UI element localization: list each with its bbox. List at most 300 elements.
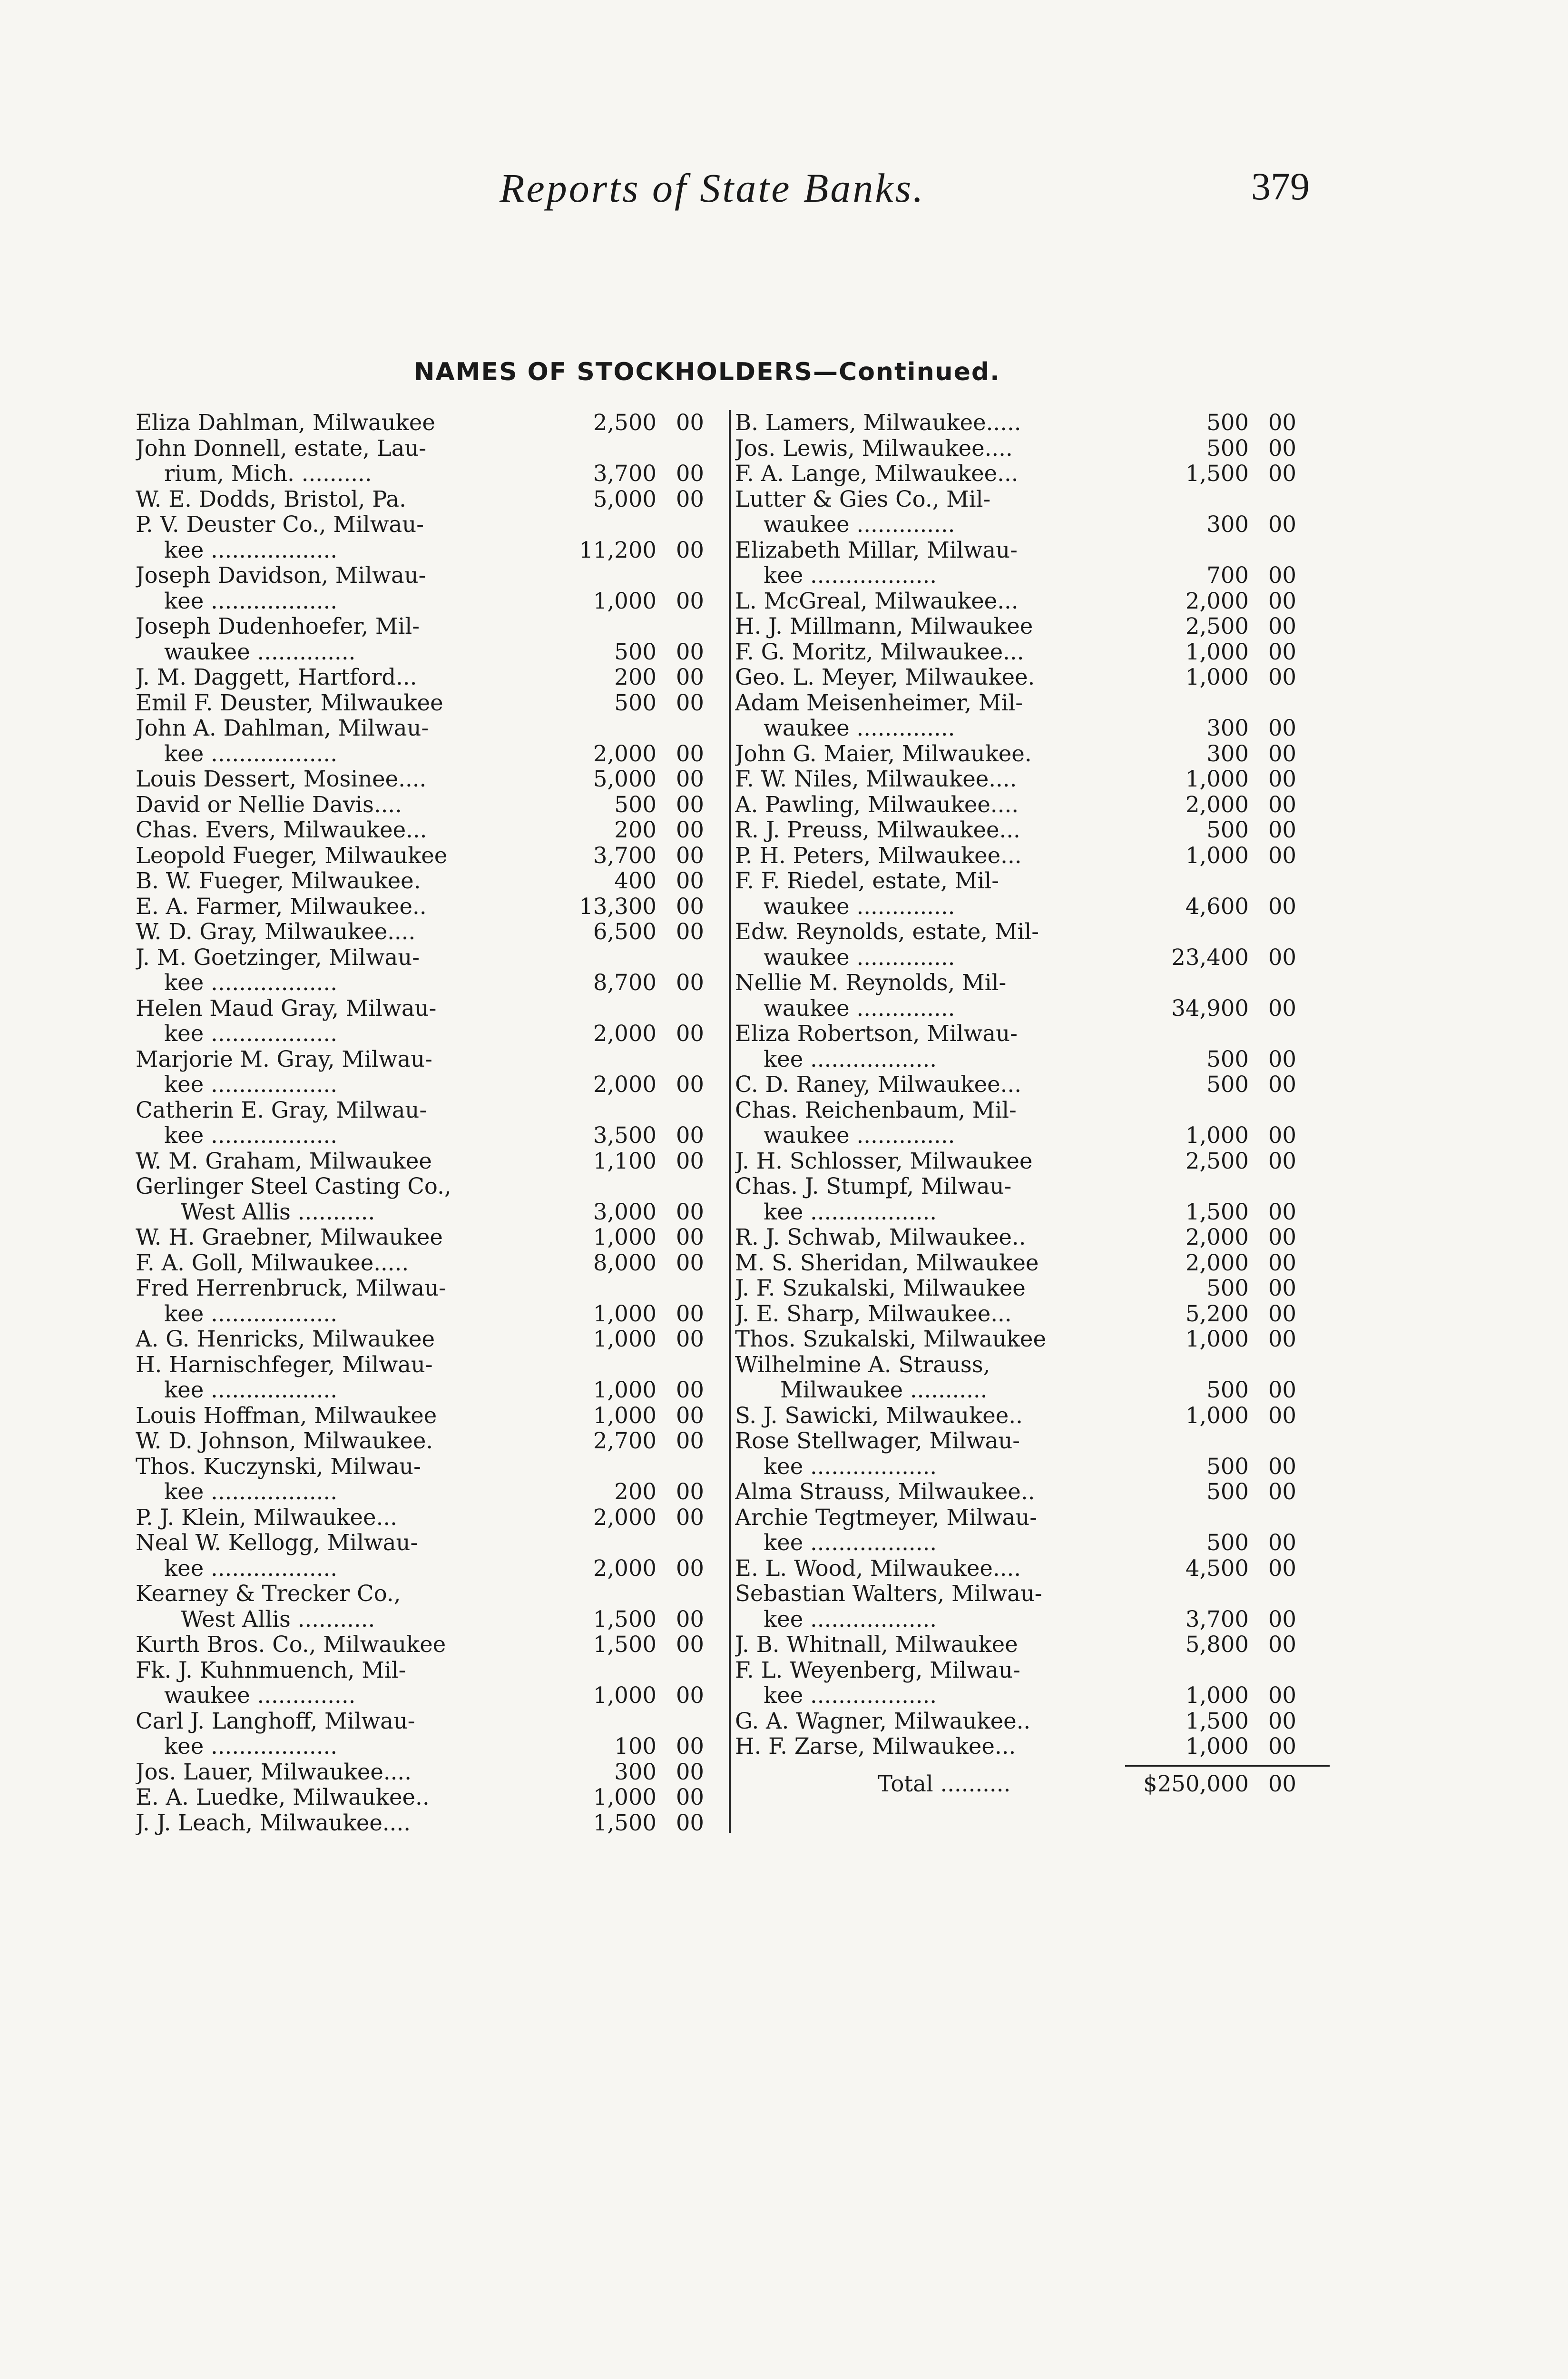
stockholder-row bbox=[735, 1530, 1315, 1556]
share-amount-cents: 00 bbox=[676, 1224, 704, 1250]
share-amount-cents: 00 bbox=[1268, 1530, 1296, 1555]
share-amount-dollars: 2,500 bbox=[1185, 1148, 1249, 1174]
stockholder-row bbox=[136, 817, 725, 843]
share-amount-dollars: 300 bbox=[1206, 740, 1249, 767]
share-amount-cents: 00 bbox=[1268, 1632, 1296, 1657]
stockholder-name: kee .................. bbox=[764, 1530, 937, 1555]
stockholder-row bbox=[136, 1072, 725, 1098]
stockholder-name: kee .................. bbox=[764, 1606, 937, 1632]
stockholder-row bbox=[735, 1072, 1315, 1098]
stockholder-name: kee .................. bbox=[164, 588, 338, 614]
share-amount-dollars: 500 bbox=[1206, 435, 1249, 461]
share-amount-dollars: 500 bbox=[614, 689, 657, 716]
stockholder-name: Rose Stellwager, Milwau- bbox=[735, 1428, 1020, 1454]
share-amount-cents: 00 bbox=[1268, 1402, 1296, 1428]
share-amount-cents: 00 bbox=[676, 740, 704, 767]
share-amount-cents: 00 bbox=[676, 1479, 704, 1504]
stockholder-row bbox=[136, 1021, 725, 1047]
stockholder-row bbox=[136, 970, 725, 996]
stockholder-name: John Donnell, estate, Lau- bbox=[136, 435, 427, 461]
share-amount-dollars: 1,000 bbox=[1185, 1326, 1249, 1352]
share-amount-dollars: 1,000 bbox=[593, 1224, 657, 1250]
stockholder-name: H. Harnischfeger, Milwau- bbox=[136, 1352, 433, 1377]
share-amount-dollars: 1,000 bbox=[593, 1300, 657, 1327]
share-amount-cents: 00 bbox=[1268, 995, 1296, 1021]
share-amount-dollars: 1,000 bbox=[593, 1326, 657, 1352]
stockholder-name: G. A. Wagner, Milwaukee.. bbox=[735, 1708, 1031, 1734]
stockholder-row bbox=[136, 741, 725, 767]
share-amount-dollars: 2,000 bbox=[593, 1504, 657, 1530]
stockholder-row bbox=[136, 868, 725, 894]
stockholder-row bbox=[735, 461, 1315, 487]
share-amount-cents: 00 bbox=[676, 1072, 704, 1097]
stockholder-row bbox=[735, 1047, 1315, 1072]
share-amount-dollars: 2,500 bbox=[593, 410, 657, 435]
stockholder-name: H. F. Zarse, Milwaukee... bbox=[735, 1734, 1016, 1759]
stockholder-name: waukee .............. bbox=[764, 716, 955, 741]
share-amount-dollars: 5,000 bbox=[593, 486, 657, 512]
stockholder-name: Fred Herrenbruck, Milwau- bbox=[136, 1276, 446, 1301]
stockholder-row bbox=[136, 945, 725, 971]
stockholder-row bbox=[735, 690, 1315, 716]
share-amount-dollars: 300 bbox=[614, 1759, 657, 1785]
share-amount-cents: 00 bbox=[1268, 1377, 1296, 1403]
page-number: 379 bbox=[1251, 165, 1310, 208]
stockholder-row bbox=[136, 512, 725, 538]
stockholder-name: kee .................. bbox=[164, 1301, 338, 1327]
stockholder-row bbox=[735, 1683, 1315, 1709]
share-amount-dollars: 2,500 bbox=[1185, 613, 1249, 639]
stockholder-name: Archie Tegtmeyer, Milwau- bbox=[735, 1504, 1037, 1530]
stockholder-name: Chas. Evers, Milwaukee... bbox=[136, 817, 427, 843]
stockholder-row bbox=[735, 665, 1315, 690]
stockholder-row bbox=[136, 436, 725, 462]
stockholder-row bbox=[735, 741, 1315, 767]
stockholder-name: kee .................. bbox=[164, 1479, 338, 1504]
stockholder-name: R. J. Preuss, Milwaukee... bbox=[735, 817, 1020, 843]
stockholder-row bbox=[136, 1352, 725, 1378]
share-amount-cents: 00 bbox=[1268, 410, 1296, 435]
share-amount-dollars: 2,000 bbox=[1185, 588, 1249, 614]
share-amount-cents: 00 bbox=[676, 664, 704, 690]
share-amount-dollars: 4,500 bbox=[1185, 1555, 1249, 1581]
stockholder-name: waukee .............. bbox=[164, 639, 356, 665]
share-amount-cents: 00 bbox=[1268, 1148, 1296, 1174]
stockholder-row bbox=[735, 1377, 1315, 1403]
stockholder-name: P. H. Peters, Milwaukee... bbox=[735, 843, 1022, 868]
share-amount-cents: 00 bbox=[1268, 893, 1296, 919]
stockholder-name: kee .................. bbox=[764, 1046, 937, 1072]
stockholder-name: Joseph Dudenhoefer, Mil- bbox=[136, 614, 420, 639]
share-amount-dollars: 13,300 bbox=[579, 893, 657, 919]
share-amount-cents: 00 bbox=[1268, 1300, 1296, 1327]
share-amount-cents: 00 bbox=[676, 766, 704, 792]
stockholder-name: W. H. Graebner, Milwaukee bbox=[136, 1225, 443, 1250]
share-amount-cents: 00 bbox=[676, 1632, 704, 1657]
stockholder-row bbox=[136, 410, 725, 436]
stockholder-name: kee .................. bbox=[764, 1683, 937, 1708]
stockholder-name: J. F. Szukalski, Milwaukee bbox=[735, 1276, 1026, 1301]
share-amount-cents: 00 bbox=[676, 1326, 704, 1352]
stockholder-row bbox=[136, 563, 725, 589]
stockholder-name: Kurth Bros. Co., Milwaukee bbox=[136, 1632, 446, 1657]
share-amount-cents: 00 bbox=[676, 842, 704, 868]
stockholder-row bbox=[136, 996, 725, 1022]
share-amount-dollars: 2,000 bbox=[1185, 1249, 1249, 1276]
stockholder-name: Edw. Reynolds, estate, Mil- bbox=[735, 919, 1039, 944]
stockholder-row bbox=[136, 1658, 725, 1683]
share-amount-cents: 00 bbox=[676, 537, 704, 563]
share-amount-dollars: 1,500 bbox=[593, 1606, 657, 1632]
share-amount-dollars: 500 bbox=[1206, 1046, 1249, 1072]
share-amount-cents: 00 bbox=[1268, 791, 1296, 817]
stockholder-name: Elizabeth Millar, Milwau- bbox=[735, 537, 1018, 563]
share-amount-dollars: 1,000 bbox=[593, 588, 657, 614]
share-amount-cents: 00 bbox=[1268, 1326, 1296, 1352]
share-amount-dollars: 1,500 bbox=[593, 1632, 657, 1657]
stockholder-row bbox=[735, 1174, 1315, 1199]
share-amount-dollars: 1,000 bbox=[593, 1402, 657, 1428]
stockholder-row bbox=[136, 1225, 725, 1250]
stockholder-row bbox=[735, 1021, 1315, 1047]
share-amount-cents: 00 bbox=[676, 689, 704, 716]
share-amount-dollars: 4,600 bbox=[1185, 893, 1249, 919]
share-amount-dollars: 1,000 bbox=[1185, 766, 1249, 792]
stockholder-name: Kearney & Trecker Co., bbox=[136, 1581, 401, 1606]
share-amount-cents: 00 bbox=[676, 1122, 704, 1148]
share-amount-dollars: 500 bbox=[614, 639, 657, 665]
stockholder-row bbox=[735, 1454, 1315, 1480]
stockholder-row bbox=[136, 1505, 725, 1531]
stockholder-row bbox=[735, 1556, 1315, 1582]
share-amount-cents: 00 bbox=[676, 1428, 704, 1454]
share-amount-dollars: 500 bbox=[1206, 817, 1249, 843]
stockholder-name: kee .................. bbox=[164, 537, 338, 563]
stockholder-row bbox=[735, 1098, 1315, 1123]
stockholder-row bbox=[136, 1301, 725, 1327]
share-amount-cents: 00 bbox=[676, 639, 704, 665]
stockholder-row bbox=[136, 1047, 725, 1072]
share-amount-dollars: 3,700 bbox=[1185, 1606, 1249, 1632]
stockholder-row bbox=[735, 512, 1315, 538]
stockholder-row bbox=[136, 1454, 725, 1480]
stockholders-right-column bbox=[735, 410, 1315, 1797]
stockholder-name: Helen Maud Gray, Milwau- bbox=[136, 995, 437, 1021]
stockholder-name: J. H. Schlosser, Milwaukee bbox=[735, 1148, 1033, 1174]
stockholder-name: waukee .............. bbox=[764, 944, 955, 970]
stockholder-name: Marjorie M. Gray, Milwau- bbox=[136, 1046, 432, 1072]
share-amount-cents: 00 bbox=[676, 919, 704, 944]
share-amount-cents: 00 bbox=[1268, 1046, 1296, 1072]
share-amount-cents: 00 bbox=[676, 1249, 704, 1276]
stockholder-row bbox=[735, 1301, 1315, 1327]
share-amount-dollars: 700 bbox=[1206, 562, 1249, 588]
stockholder-name: W. D. Gray, Milwaukee.... bbox=[136, 919, 416, 944]
stockholder-row bbox=[136, 1098, 725, 1123]
share-amount-dollars: 100 bbox=[614, 1733, 657, 1759]
share-amount-cents: 00 bbox=[1268, 817, 1296, 843]
share-amount-cents: 00 bbox=[1268, 766, 1296, 792]
share-amount-cents: 00 bbox=[1268, 1682, 1296, 1708]
share-amount-dollars: 1,000 bbox=[1185, 639, 1249, 665]
share-amount-dollars: 1,100 bbox=[593, 1148, 657, 1174]
share-amount-dollars: 500 bbox=[614, 791, 657, 817]
stockholder-row bbox=[735, 945, 1315, 971]
running-title: Reports of State Banks. bbox=[500, 165, 925, 211]
stockholder-row bbox=[136, 1250, 725, 1276]
share-amount-cents: 00 bbox=[676, 791, 704, 817]
stockholder-row bbox=[136, 1327, 725, 1352]
share-amount-dollars: 6,500 bbox=[593, 919, 657, 944]
stockholder-name: waukee .............. bbox=[764, 894, 955, 919]
share-amount-cents: 00 bbox=[676, 1606, 704, 1632]
share-amount-cents: 00 bbox=[1268, 461, 1296, 486]
stockholder-name: West Allis ........... bbox=[181, 1606, 375, 1632]
stockholder-name: W. E. Dodds, Bristol, Pa. bbox=[136, 486, 406, 512]
share-amount-dollars: 500 bbox=[1206, 1377, 1249, 1403]
share-amount-dollars: 5,800 bbox=[1185, 1632, 1249, 1657]
stockholder-name: Thos. Szukalski, Milwaukee bbox=[735, 1327, 1046, 1352]
stockholder-name: Sebastian Walters, Milwau- bbox=[735, 1581, 1042, 1606]
share-amount-cents: 00 bbox=[676, 1504, 704, 1530]
share-amount-cents: 00 bbox=[1268, 435, 1296, 461]
share-amount-cents: 00 bbox=[1268, 562, 1296, 588]
stockholder-name: Gerlinger Steel Casting Co., bbox=[136, 1174, 451, 1199]
share-amount-dollars: 1,500 bbox=[593, 1809, 657, 1836]
share-amount-dollars: 2,000 bbox=[593, 1072, 657, 1097]
stockholder-name: J. E. Sharp, Milwaukee... bbox=[735, 1301, 1012, 1327]
share-amount-cents: 00 bbox=[1268, 1275, 1296, 1301]
share-amount-cents: 00 bbox=[1268, 944, 1296, 970]
share-amount-cents: 00 bbox=[1268, 1733, 1296, 1759]
share-amount-cents: 00 bbox=[676, 817, 704, 843]
stockholder-row bbox=[136, 843, 725, 869]
share-amount-cents: 00 bbox=[676, 1555, 704, 1581]
share-amount-cents: 00 bbox=[1268, 1555, 1296, 1581]
stockholder-row bbox=[735, 1607, 1315, 1632]
share-amount-dollars: 3,000 bbox=[593, 1199, 657, 1225]
stockholder-name: A. Pawling, Milwaukee.... bbox=[735, 792, 1019, 817]
stockholder-name: R. J. Schwab, Milwaukee.. bbox=[735, 1225, 1026, 1250]
stockholder-name: Wilhelmine A. Strauss, bbox=[735, 1352, 990, 1377]
total-label: Total .......... bbox=[878, 1771, 1011, 1797]
stockholder-row bbox=[136, 1174, 725, 1199]
stockholder-row bbox=[735, 1709, 1315, 1734]
stockholder-name: P. J. Klein, Milwaukee... bbox=[136, 1504, 397, 1530]
stockholder-row bbox=[735, 1199, 1315, 1225]
stockholder-name: E. L. Wood, Milwaukee.... bbox=[735, 1555, 1021, 1581]
stockholder-name: F. A. Lange, Milwaukee... bbox=[735, 461, 1019, 486]
share-amount-dollars: 3,500 bbox=[593, 1122, 657, 1148]
share-amount-cents: 00 bbox=[676, 1682, 704, 1708]
share-amount-dollars: 2,000 bbox=[593, 740, 657, 767]
section-title: NAMES OF STOCKHOLDERS—Continued. bbox=[414, 358, 1000, 386]
stockholder-name: F. A. Goll, Milwaukee..... bbox=[136, 1250, 409, 1276]
share-amount-dollars: 8,000 bbox=[593, 1249, 657, 1276]
stockholder-name: F. F. Riedel, estate, Mil- bbox=[735, 868, 999, 894]
share-amount-dollars: 500 bbox=[1206, 410, 1249, 435]
share-amount-cents: 00 bbox=[1268, 511, 1296, 537]
stockholder-row bbox=[136, 1428, 725, 1454]
stockholder-name: Chas. J. Stumpf, Milwau- bbox=[735, 1174, 1012, 1199]
stockholder-name: Lutter & Gies Co., Mil- bbox=[735, 486, 991, 512]
share-amount-cents: 00 bbox=[676, 970, 704, 995]
stockholder-name: B. W. Fueger, Milwaukee. bbox=[136, 868, 421, 894]
stockholder-row bbox=[136, 1760, 725, 1785]
share-amount-cents: 00 bbox=[1268, 1708, 1296, 1734]
stockholder-name: Fk. J. Kuhnmuench, Mil- bbox=[136, 1657, 406, 1683]
share-amount-dollars: 11,200 bbox=[579, 537, 657, 563]
stockholder-name: L. McGreal, Milwaukee... bbox=[735, 588, 1019, 614]
share-amount-cents: 00 bbox=[1268, 1479, 1296, 1504]
stockholder-row bbox=[136, 1607, 725, 1632]
stockholder-row bbox=[735, 919, 1315, 945]
stockholder-name: Carl J. Langhoff, Milwau- bbox=[136, 1708, 415, 1734]
stockholder-row bbox=[735, 1250, 1315, 1276]
share-amount-cents: 00 bbox=[676, 1784, 704, 1810]
stockholders-left-column bbox=[136, 410, 725, 1836]
total-rule bbox=[1125, 1765, 1330, 1767]
stockholder-row bbox=[735, 410, 1315, 436]
stockholder-row bbox=[735, 639, 1315, 665]
stockholder-row bbox=[735, 1327, 1315, 1352]
stockholder-row bbox=[735, 1479, 1315, 1505]
stockholder-name: Nellie M. Reynolds, Mil- bbox=[735, 970, 1007, 995]
share-amount-cents: 00 bbox=[1268, 1453, 1296, 1479]
stockholder-name: B. Lamers, Milwaukee..... bbox=[735, 410, 1021, 435]
stockholder-name: J. B. Whitnall, Milwaukee bbox=[735, 1632, 1018, 1657]
stockholder-row bbox=[735, 996, 1315, 1022]
share-amount-cents: 00 bbox=[676, 1300, 704, 1327]
share-amount-cents: 00 bbox=[676, 461, 704, 486]
share-amount-cents: 00 bbox=[1268, 1606, 1296, 1632]
stockholder-row bbox=[735, 1505, 1315, 1531]
stockholder-name: F. W. Niles, Milwaukee.... bbox=[735, 767, 1017, 792]
stockholder-row bbox=[136, 1123, 725, 1149]
share-amount-cents: 00 bbox=[1268, 664, 1296, 690]
stockholder-name: J. M. Goetzinger, Milwau- bbox=[136, 944, 420, 970]
stockholder-row bbox=[136, 792, 725, 818]
share-amount-cents: 00 bbox=[676, 893, 704, 919]
stockholder-name: kee .................. bbox=[164, 1734, 338, 1759]
stockholder-row bbox=[735, 614, 1315, 639]
stockholder-name: F. G. Moritz, Milwaukee... bbox=[735, 639, 1024, 665]
share-amount-cents: 00 bbox=[676, 868, 704, 894]
share-amount-dollars: 200 bbox=[614, 664, 657, 690]
stockholder-name: Joseph Davidson, Milwau- bbox=[136, 563, 426, 588]
stockholder-row bbox=[136, 1556, 725, 1582]
stockholder-row bbox=[735, 1149, 1315, 1174]
stockholder-name: S. J. Sawicki, Milwaukee.. bbox=[735, 1403, 1023, 1428]
stockholder-name: W. D. Johnson, Milwaukee. bbox=[136, 1428, 433, 1454]
stockholder-row bbox=[735, 487, 1315, 512]
share-amount-dollars: 23,400 bbox=[1171, 944, 1249, 970]
stockholder-row bbox=[136, 1530, 725, 1556]
stockholder-name: kee .................. bbox=[164, 970, 338, 995]
share-amount-dollars: 500 bbox=[1206, 1453, 1249, 1479]
stockholder-row bbox=[735, 1123, 1315, 1149]
stockholder-row bbox=[735, 817, 1315, 843]
share-amount-dollars: 2,700 bbox=[593, 1428, 657, 1454]
stockholder-row bbox=[735, 970, 1315, 996]
stockholder-name: A. G. Henricks, Milwaukee bbox=[136, 1327, 435, 1352]
stockholder-name: kee .................. bbox=[164, 1377, 338, 1403]
share-amount-dollars: 200 bbox=[614, 817, 657, 843]
share-amount-dollars: 400 bbox=[614, 868, 657, 894]
stockholder-row bbox=[136, 919, 725, 945]
share-amount-cents: 00 bbox=[676, 1402, 704, 1428]
stockholder-row bbox=[136, 614, 725, 639]
stockholder-name: kee .................. bbox=[164, 1555, 338, 1581]
share-amount-dollars: 300 bbox=[1206, 511, 1249, 537]
stockholder-row bbox=[136, 1734, 725, 1760]
share-amount-dollars: 5,000 bbox=[593, 766, 657, 792]
stockholder-name: Emil F. Deuster, Milwaukee bbox=[136, 690, 443, 716]
stockholder-row bbox=[735, 1581, 1315, 1607]
share-amount-dollars: 3,700 bbox=[593, 461, 657, 486]
stockholder-name: waukee .............. bbox=[764, 512, 955, 537]
stockholder-name: P. V. Deuster Co., Milwau- bbox=[136, 512, 424, 537]
share-amount-cents: 00 bbox=[1268, 1199, 1296, 1225]
share-amount-dollars: 1,000 bbox=[1185, 1733, 1249, 1759]
share-amount-dollars: 1,500 bbox=[1185, 1199, 1249, 1225]
stockholder-name: John G. Maier, Milwaukee. bbox=[735, 741, 1032, 767]
total-cents: 00 bbox=[1268, 1770, 1296, 1797]
stockholder-name: Eliza Dahlman, Milwaukee bbox=[136, 410, 435, 435]
stockholder-name: Eliza Robertson, Milwau- bbox=[735, 1021, 1018, 1046]
share-amount-cents: 00 bbox=[676, 1733, 704, 1759]
stockholder-row bbox=[735, 563, 1315, 589]
stockholder-row bbox=[136, 1199, 725, 1225]
stockholder-name: H. J. Millmann, Milwaukee bbox=[735, 614, 1033, 639]
share-amount-cents: 00 bbox=[676, 1377, 704, 1403]
stockholder-row bbox=[735, 1632, 1315, 1658]
share-amount-dollars: 300 bbox=[1206, 715, 1249, 741]
share-amount-dollars: 1,500 bbox=[1185, 1708, 1249, 1734]
stockholder-row bbox=[136, 538, 725, 563]
stockholder-name: M. S. Sheridan, Milwaukee bbox=[735, 1250, 1039, 1276]
stockholder-row bbox=[735, 1734, 1315, 1760]
stockholder-name: David or Nellie Davis.... bbox=[136, 792, 402, 817]
stockholder-name: Catherin E. Gray, Milwau- bbox=[136, 1097, 427, 1123]
stockholder-name: W. M. Graham, Milwaukee bbox=[136, 1148, 432, 1174]
share-amount-cents: 00 bbox=[676, 410, 704, 435]
stockholder-name: J. J. Leach, Milwaukee.... bbox=[136, 1810, 411, 1836]
share-amount-dollars: 2,000 bbox=[1185, 791, 1249, 817]
stockholder-name: kee .................. bbox=[764, 563, 937, 588]
stockholder-row bbox=[735, 894, 1315, 920]
share-amount-dollars: 1,000 bbox=[593, 1377, 657, 1403]
stockholder-row bbox=[136, 1632, 725, 1658]
share-amount-cents: 00 bbox=[676, 1809, 704, 1836]
stockholder-row bbox=[136, 894, 725, 920]
column-divider bbox=[729, 410, 731, 1833]
share-amount-dollars: 2,000 bbox=[593, 1555, 657, 1581]
share-amount-dollars: 500 bbox=[1206, 1275, 1249, 1301]
stockholder-name: West Allis ........... bbox=[181, 1199, 375, 1225]
share-amount-cents: 00 bbox=[1268, 1122, 1296, 1148]
stockholder-row bbox=[136, 690, 725, 716]
stockholder-row bbox=[136, 461, 725, 487]
stockholder-name: Jos. Lauer, Milwaukee.... bbox=[136, 1759, 412, 1785]
stockholder-name: kee .................. bbox=[164, 741, 338, 767]
stockholder-name: rium, Mich. .......... bbox=[164, 461, 372, 486]
stockholder-name: Milwaukee ........... bbox=[780, 1377, 988, 1403]
stockholder-row bbox=[735, 436, 1315, 462]
stockholder-row bbox=[136, 487, 725, 512]
stockholder-name: E. A. Luedke, Milwaukee.. bbox=[136, 1785, 430, 1810]
stockholder-name: Leopold Fueger, Milwaukee bbox=[136, 843, 448, 868]
